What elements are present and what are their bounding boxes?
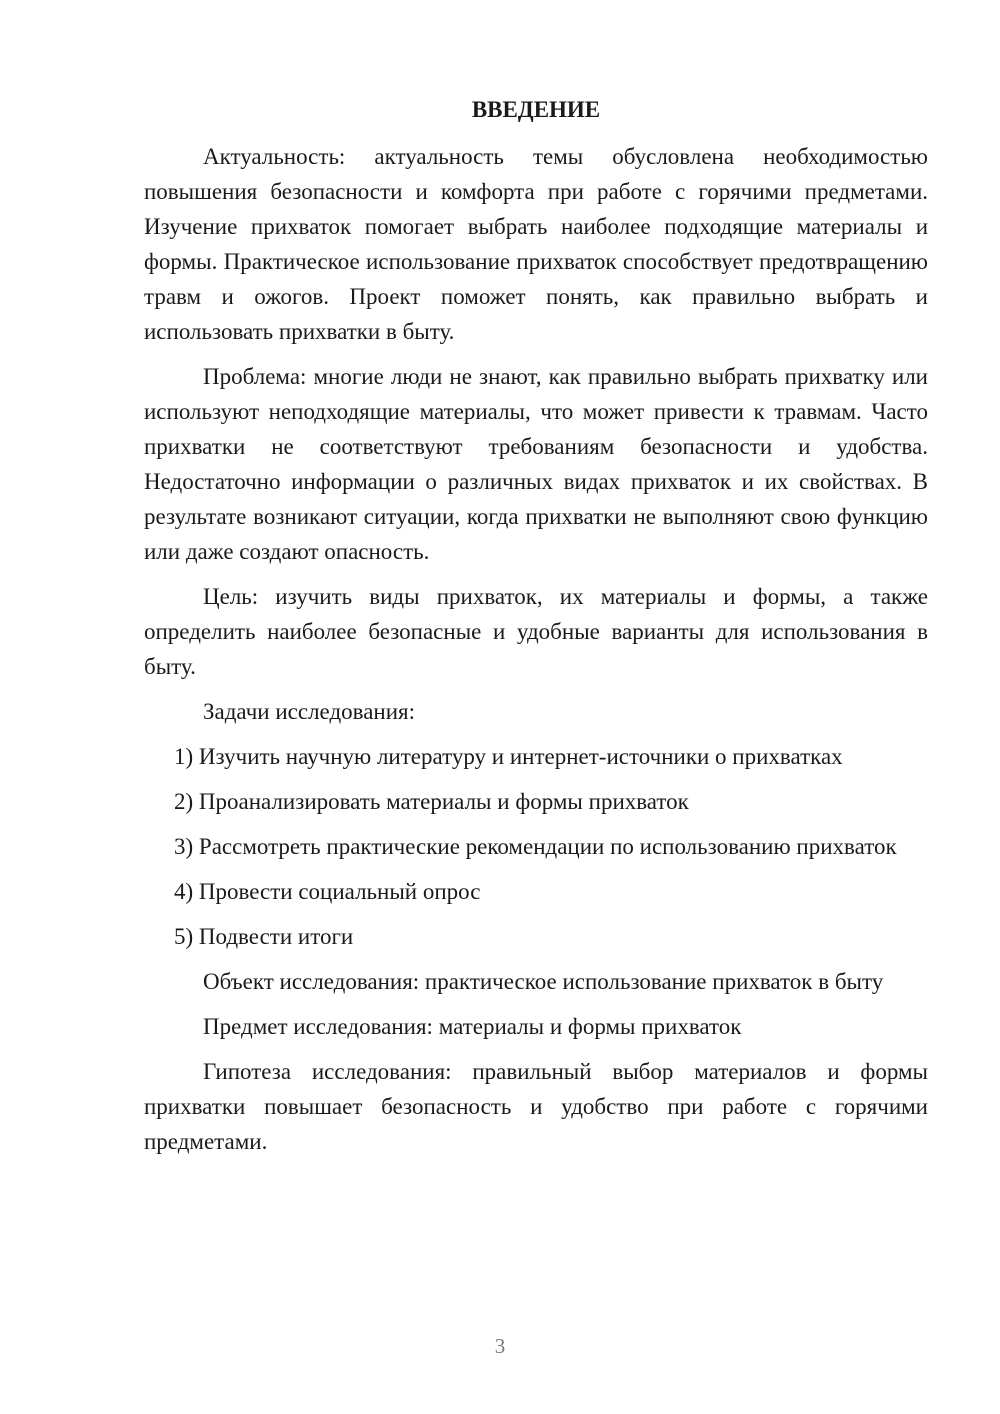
tasks-heading: Задачи исследования:	[203, 699, 416, 724]
task-item-2: 2) Проанализировать материалы и формы прихваток	[174, 789, 689, 814]
goal-paragraph: Цель: изучить виды прихваток, их материалы и формы, а также определить наиболее безопасные и удобные варианты для использования в быту.	[144, 584, 928, 679]
relevance-paragraph: Актуальность: актуальность темы обусловлена необходимостью повышения безопасности и комфорта при работе с горячими предметами. Изучение прихваток помогает выбрать наиболее подходящие материалы и формы. Практическое использование прихваток способствует предотвращению травм и ожогов. Проект поможет понять, как правильно выбрать и использовать прихватки в быту.	[144, 144, 928, 344]
page-number: 3	[494, 1334, 506, 1358]
object-paragraph: Объект исследования: практическое использование прихваток в быту	[203, 969, 884, 994]
task-item-3: 3) Рассмотреть практические рекомендации по использованию прихваток	[174, 834, 897, 859]
section-title: ВВЕДЕНИЕ	[471, 97, 601, 122]
task-item-1: 1) Изучить научную литературу и интернет-источники о прихватках	[174, 744, 843, 769]
subject-paragraph: Предмет исследования: материалы и формы прихваток	[203, 1014, 742, 1039]
document-body	[144, 92, 928, 1169]
hypothesis-paragraph: Гипотеза исследования: правильный выбор материалов и формы прихватки повышает безопасность и удобство при работе с горячими предметами.	[144, 1059, 928, 1154]
task-item-4: 4) Провести социальный опрос	[174, 879, 481, 904]
task-item-5: 5) Подвести итоги	[174, 924, 354, 949]
problem-paragraph: Проблема: многие люди не знают, как правильно выбрать прихватку или используют неподходящие материалы, что может привести к травмам. Часто прихватки не соответствуют требованиям безопасности и удобства. Недостаточно информации о различных видах прихваток и их свойствах. В результате возникают ситуации, когда прихватки не выполняют свою функцию или даже создают опасность.	[144, 364, 928, 564]
